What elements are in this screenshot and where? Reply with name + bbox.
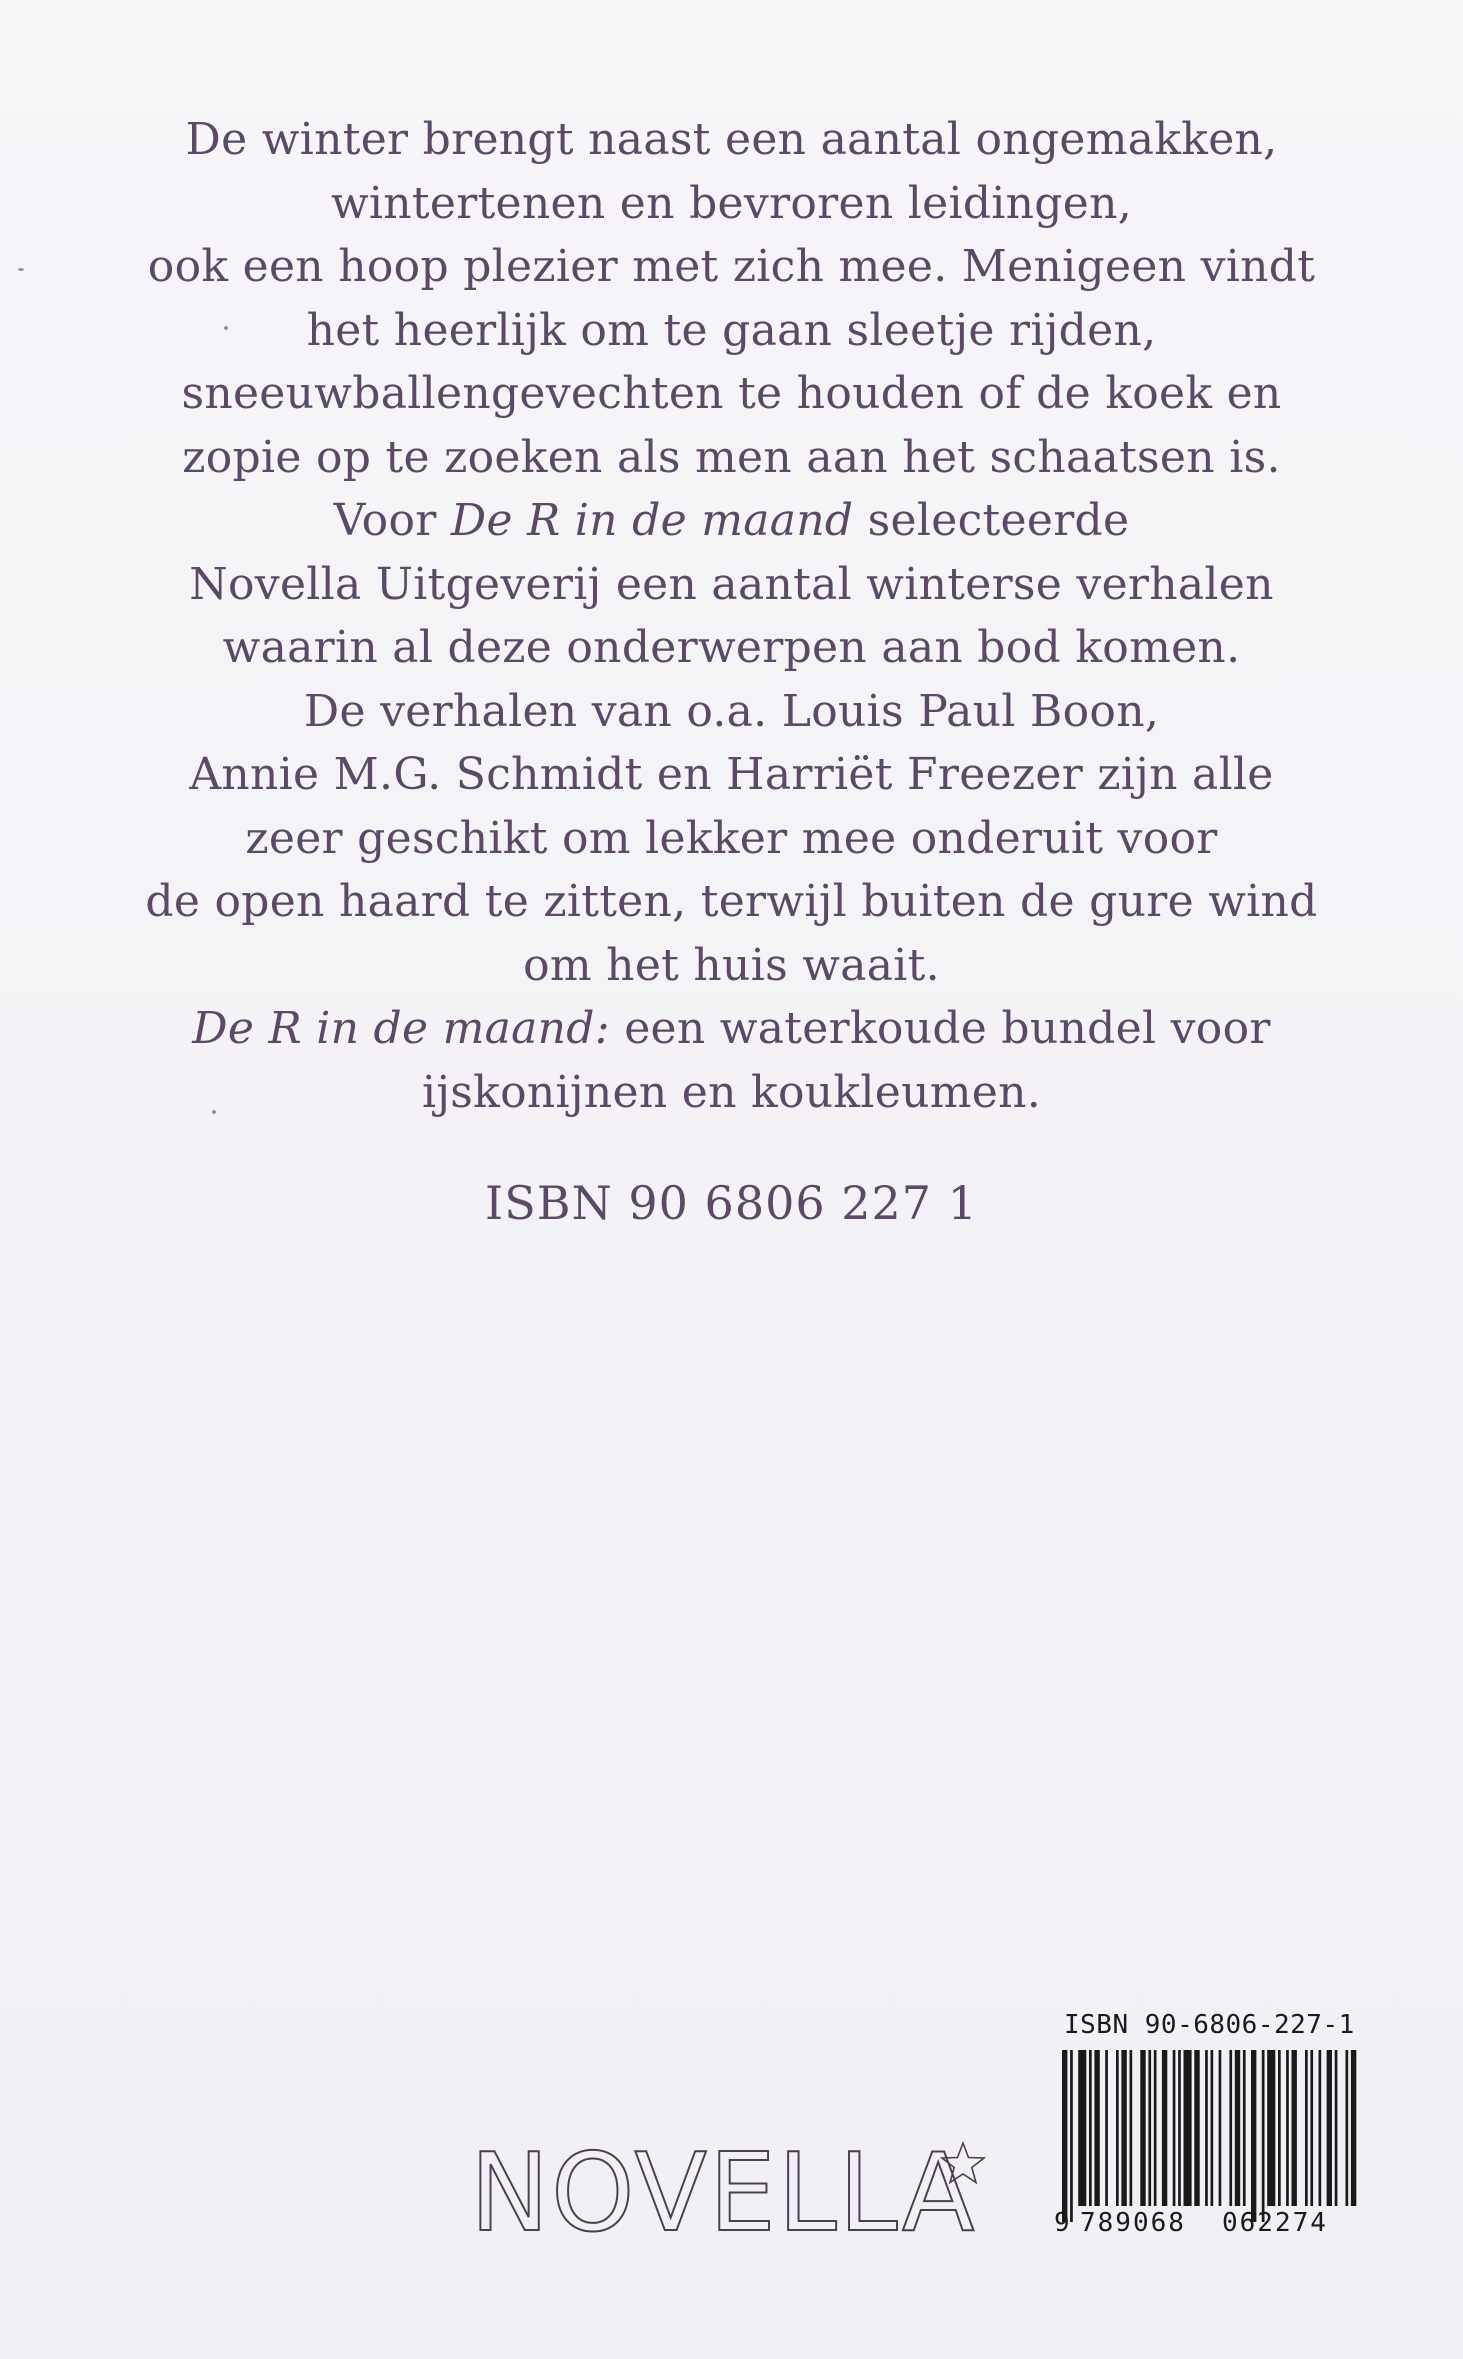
barcode-bar — [1116, 2050, 1119, 2206]
blurb-line — [100, 489, 1363, 553]
barcode-bar — [1267, 2050, 1275, 2206]
barcode-bar — [1094, 2050, 1099, 2206]
barcode-bar — [1327, 2050, 1332, 2206]
barcode-isbn-label: ISBN 90-6806-227-1 — [1064, 2010, 1355, 2040]
blurb-line — [100, 235, 1363, 299]
paper-speck — [18, 268, 24, 271]
barcode-bars — [1060, 2050, 1360, 2222]
barcode-bar — [1162, 2050, 1167, 2206]
blurb-segment: selecteerde — [853, 495, 1130, 546]
barcode-bar — [1319, 2050, 1322, 2206]
barcode-bar — [1070, 2050, 1073, 2222]
barcode-bar — [1105, 2050, 1108, 2206]
blurb-segment: sneeuwballengevechten te houden of de koek en — [181, 368, 1282, 419]
blurb-line — [100, 1061, 1363, 1125]
blurb-line — [100, 680, 1363, 744]
blurb-text — [100, 108, 1363, 1124]
blurb-line — [100, 997, 1363, 1061]
blurb-segment: om het huis waait. — [523, 939, 940, 991]
barcode-bar — [1154, 2050, 1157, 2206]
barcode-bar — [1211, 2050, 1214, 2206]
blurb-title-italic: De R in de maand — [450, 495, 854, 546]
barcode-bar — [1194, 2050, 1199, 2206]
publisher-logo — [470, 2131, 977, 2256]
barcode-bar — [1140, 2050, 1145, 2206]
paper-speck — [212, 1110, 216, 1114]
barcode-left-digits: 789068 — [1080, 2208, 1186, 2238]
barcode-bar — [1305, 2050, 1308, 2206]
barcode-bar — [1243, 2050, 1246, 2206]
blurb-segment: een waterkoude bundel voor — [609, 1003, 1271, 1054]
barcode-bar — [1292, 2050, 1297, 2206]
barcode-bar — [1278, 2050, 1281, 2206]
blurb-segment: zeer geschikt om lekker mee onderuit voor — [245, 812, 1218, 864]
blurb-segment: De winter brengt naast een aantal ongemakken, — [185, 114, 1278, 165]
blurb-segment: ook een hoop plezier met zich mee. Menigeen vindt — [147, 241, 1316, 292]
barcode-bar — [1078, 2050, 1086, 2206]
blurb-line — [100, 743, 1363, 807]
barcode-bar — [1062, 2050, 1067, 2222]
blurb-segment: wintertenen en bevroren leidingen, — [330, 177, 1133, 229]
blurb-line — [100, 362, 1363, 426]
barcode-bar — [1184, 2050, 1192, 2206]
blurb-line — [100, 616, 1363, 680]
blurb-line — [100, 807, 1363, 871]
barcode-bar — [1335, 2050, 1338, 2206]
barcode-bar — [1173, 2050, 1176, 2206]
barcode-bar — [1130, 2050, 1133, 2206]
blurb-title-italic: De R in de maand: — [192, 1003, 610, 1054]
blurb-line — [100, 426, 1363, 490]
barcode-first-digit: 9 — [1054, 2208, 1070, 2238]
barcode-bar — [1121, 2050, 1126, 2206]
blurb-segment: Novella Uitgeverij een aantal winterse verhalen — [189, 558, 1274, 610]
barcode-bar — [1262, 2050, 1265, 2222]
blurb-line — [100, 934, 1363, 998]
barcode-bar — [1229, 2050, 1232, 2206]
blurb-segment: zopie op te zoeken als men aan het schaatsen is. — [182, 431, 1281, 483]
barcode-right-digits: 062274 — [1222, 2208, 1328, 2238]
barcode-bar — [1148, 2050, 1151, 2206]
barcode-bar — [1205, 2050, 1208, 2206]
blurb-segment: ijskonijnen en koukleumen. — [421, 1066, 1042, 1118]
blurb-line — [100, 172, 1363, 236]
barcode-bar — [1178, 2050, 1181, 2206]
blurb-segment: waarin al deze onderwerpen aan bod komen. — [222, 622, 1241, 673]
blurb-segment: Voor — [333, 495, 451, 546]
blurb-segment: de open haard te zitten, terwijl buiten de gure wind — [145, 876, 1318, 927]
blurb-line — [100, 870, 1363, 934]
blurb-segment: Annie M.G. Schmidt en Harriët Freezer zijn alle — [189, 749, 1274, 800]
barcode-bar — [1286, 2050, 1289, 2206]
barcode — [1054, 2010, 1360, 2260]
blurb-line — [100, 299, 1363, 363]
blurb-line — [100, 108, 1363, 172]
barcode-bar — [1089, 2050, 1092, 2206]
publisher-logo-text: NOVELLA — [470, 2131, 977, 2256]
blurb-segment: het heerlijk om te gaan sleetje rijden, — [306, 304, 1157, 356]
barcode-bar — [1235, 2050, 1240, 2206]
paper-speck — [224, 326, 228, 330]
barcode-bar — [1251, 2050, 1256, 2222]
barcode-bar — [1351, 2050, 1356, 2206]
blurb-line — [100, 553, 1363, 617]
barcode-bar — [1310, 2050, 1313, 2206]
barcode-bar — [1346, 2050, 1349, 2206]
barcode-bar — [1219, 2050, 1222, 2206]
outline-star-icon — [940, 2140, 986, 2186]
blurb-segment: De verhalen van o.a. Louis Paul Boon, — [303, 685, 1160, 737]
isbn-line: ISBN 90 6806 227 1 — [485, 1176, 978, 1230]
